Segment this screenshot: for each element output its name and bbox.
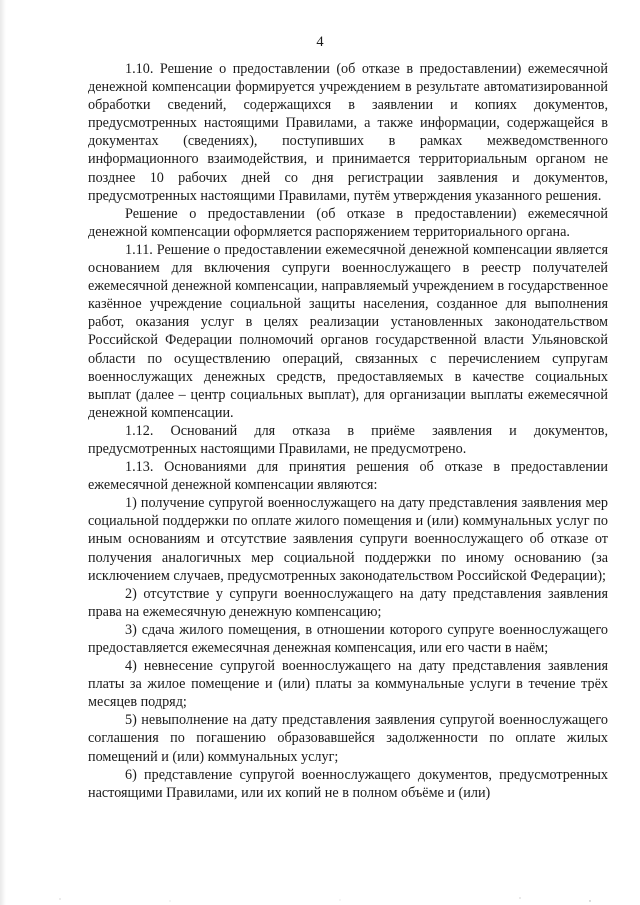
scan-edge-shadow <box>0 0 6 905</box>
paragraph-1-10-decision: Решение о предоставлении (об отказе в предоставлении) ежемесячной денежной компенсации оформляется распоряжением территориального органа. <box>88 205 608 240</box>
list-item-4: 4) невнесение супругой военнослужащего на дату представления заявления платы за жилое помещение и (или) платы за коммунальные услуги в течение трёх месяцев подряд; <box>88 658 608 711</box>
paragraph-1-10: 1.10. Решение о предоставлении (об отказе в предоставлении) ежемесячной денежной компенсации формируется учреждением в результате автоматизированной обработки сведений, содержащихся в заявлении и копиях документов, предусмотренных настоящими Правилами, а также информации, содержащейся в документах (сведениях), поступивших в рамках межведомственного информационного взаимодействия, и принимается территориальным органом не позднее 10 рабочих дней со дня регистрации заявления и документов, предусмотренных настоящими Правилами, путём утверждения указанного решения. <box>88 61 608 204</box>
paragraph-1-13: 1.13. Основаниями для принятия решения об отказе в предоставлении ежемесячной денежной компенсации являются: <box>88 459 608 494</box>
list-item-1: 1) получение супругой военнослужащего на дату представления заявления мер социальной поддержки по оплате жилого помещения и (или) коммунальных услуг по иным основаниям и отсутствие заявления супруги военнослужащего об отказе от получения аналогичных мер социальной поддержки по иному основанию (за исключением случаев, предусмотренных законодательством Российской Федерации); <box>88 495 608 584</box>
scan-noise <box>0 891 640 905</box>
list-item-2: 2) отсутствие у супруги военнослужащего на дату представления заявления права на ежемесячную денежную компенсацию; <box>88 585 608 620</box>
paragraph-1-12: 1.12. Оснований для отказа в приёме заявления и документов, предусмотренных настоящими Правилами, не предусмотрено. <box>88 422 608 457</box>
page-number: 4 <box>316 34 324 50</box>
document-body <box>88 60 608 802</box>
list-item-3: 3) сдача жилого помещения, в отношении которого супруге военнослужащего предоставляется ежемесячная денежная компенсация, или его части в наём; <box>88 621 608 656</box>
list-item-5: 5) невыполнение на дату представления заявления супругой военнослужащего соглашения по погашению образовавшейся задолженности по оплате жилых помещений и (или) коммунальных услуг; <box>88 712 608 765</box>
list-item-6: 6) представление супругой военнослужащего документов, предусмотренных настоящими Правилами, или их копий не в полном объёме и (или) <box>88 766 608 801</box>
paragraph-1-11: 1.11. Решение о предоставлении ежемесячной денежной компенсации является основанием для включения супруги военнослужащего в реестр получателей ежемесячной денежной компенсации, направляемый учреждением в государственное казённое учреждение социальной защиты населения, созданное для выполнения работ, оказания услуг в целях реализации установленных законодательством Российской Федерации полномочий органов государственной власти Ульяновской области по осуществлению операций, связанных с перечислением супругам военнослужащих денежных средств, предоставляемых в качестве социальных выплат (далее – центр социальных выплат), для организации выплаты ежемесячной денежной компенсации. <box>88 241 608 421</box>
